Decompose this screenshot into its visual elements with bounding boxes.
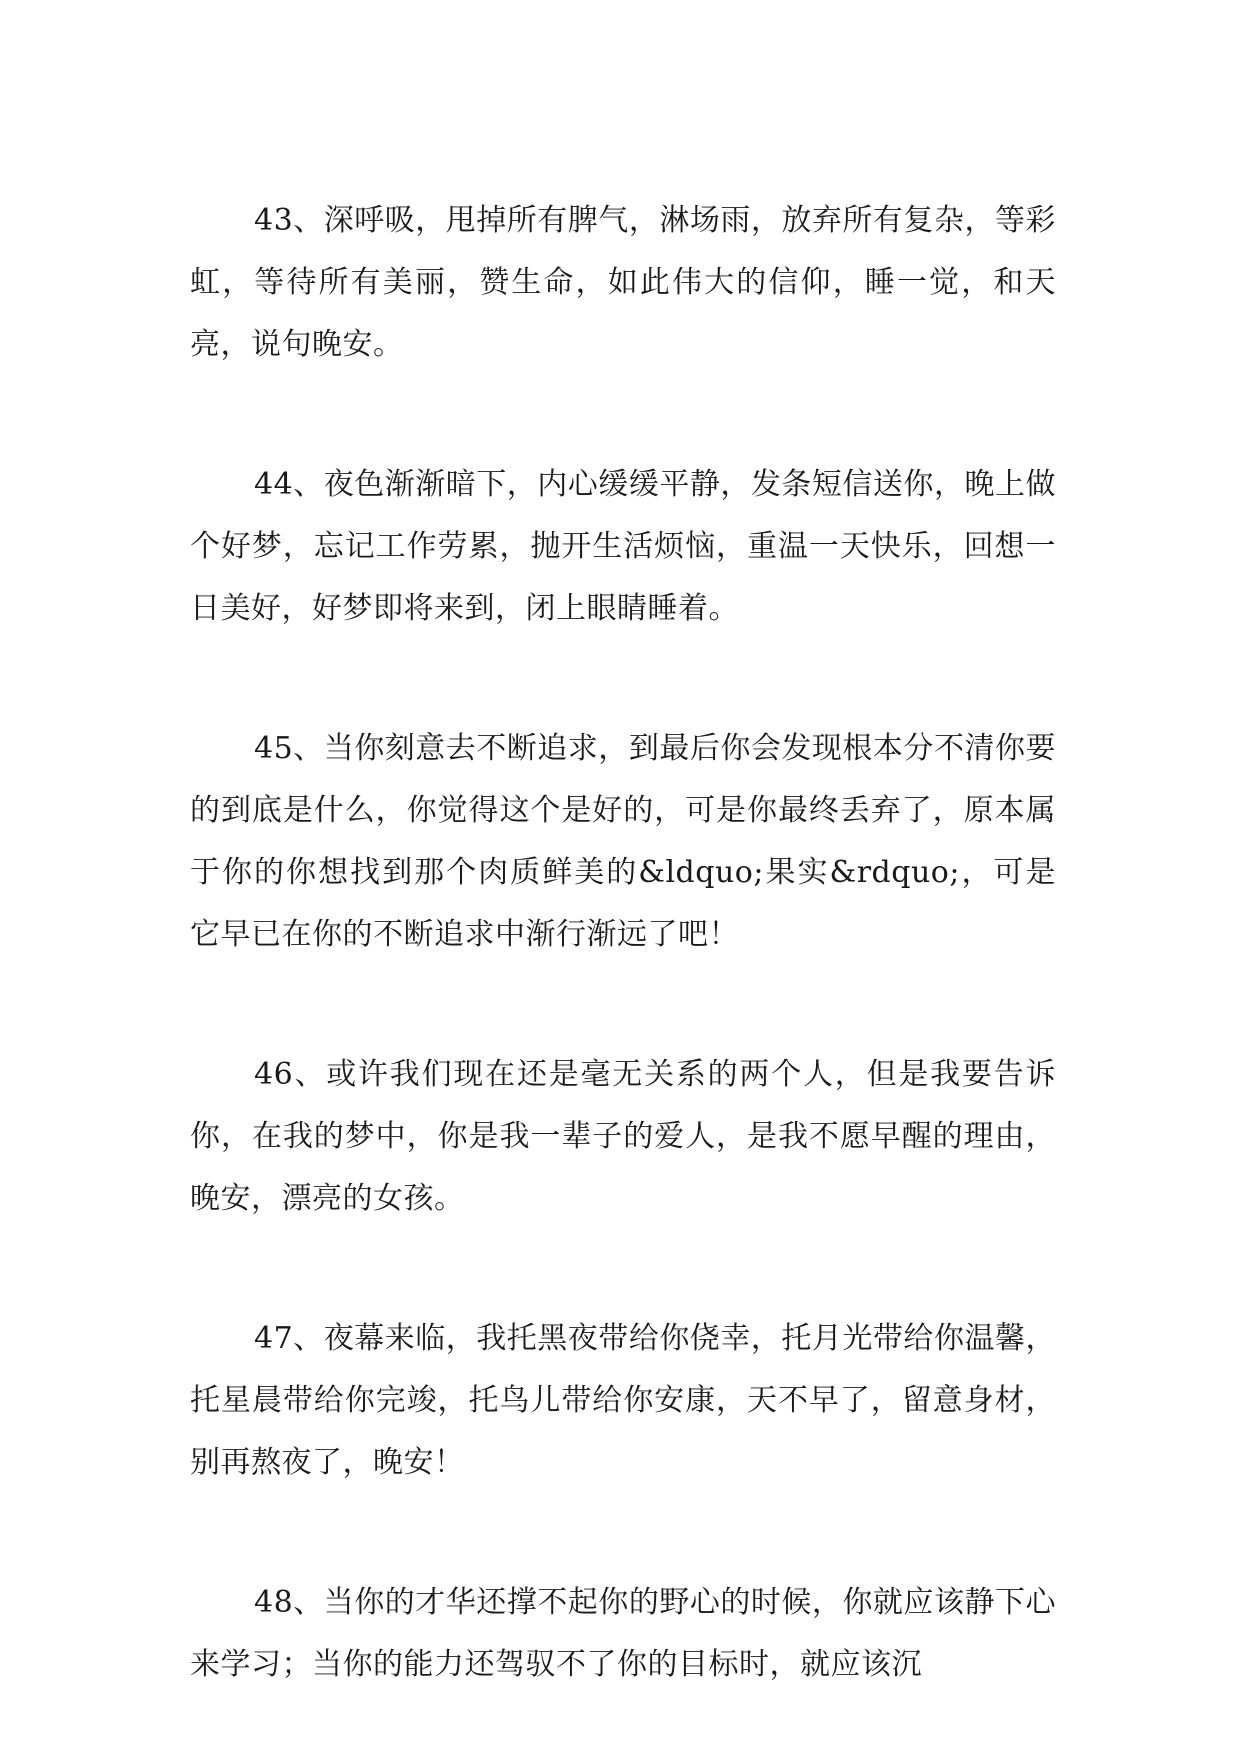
paragraph-44: 44、夜色渐渐暗下，内心缓缓平静，发条短信送你，晚上做个好梦，忘记工作劳累，抛开生活烦恼，重温一天快乐，回想一日美好，好梦即将来到，闭上眼睛睡着。 bbox=[190, 467, 1056, 626]
paragraph-47: 47、夜幕来临，我托黑夜带给你侥幸，托月光带给你温馨，托星晨带给你完竣，托鸟儿带给你安康，天不早了，留意身材，别再熬夜了，晚安！ bbox=[190, 1321, 1056, 1480]
paragraph-43: 43、深呼吸，甩掉所有脾气，淋场雨，放弃所有复杂，等彩虹，等待所有美丽，赞生命，如此伟大的信仰，睡一觉，和天亮，说句晚安。 bbox=[190, 203, 1056, 362]
paragraph-45: 45、当你刻意去不断追求，到最后你会发现根本分不清你要的到底是什么，你觉得这个是好的，可是你最终丢弃了，原本属于你的你想找到那个肉质鲜美的&ldquo;果实&rdquo;，可是它早已在你的不断追求中渐行渐远了吧！ bbox=[190, 731, 1056, 952]
document-body bbox=[190, 190, 1056, 1696]
paragraph-48: 48、当你的才华还撑不起你的野心的时候，你就应该静下心来学习；当你的能力还驾驭不了你的目标时，就应该沉 bbox=[190, 1585, 1056, 1682]
paragraph-46: 46、或许我们现在还是毫无关系的两个人，但是我要告诉你，在我的梦中，你是我一辈子的爱人，是我不愿早醒的理由，晚安，漂亮的女孩。 bbox=[190, 1057, 1056, 1216]
